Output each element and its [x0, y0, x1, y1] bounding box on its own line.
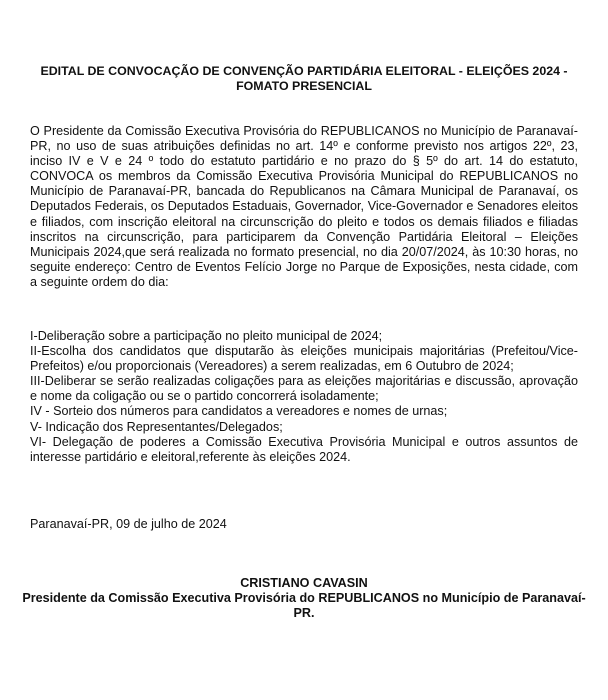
body-text — [30, 124, 578, 290]
agenda-item: III-Deliberar se serão realizadas coligações para as eleições majoritárias e discussão, aprovação e nome da coligação ou se o partido concorrerá isoladamente; — [30, 374, 578, 404]
signer-role: Presidente da Comissão Executiva Provisória do REPUBLICANOS no Município de Paranavaí-PR. — [22, 591, 586, 621]
agenda-item: I-Deliberação sobre a participação no pleito municipal de 2024; — [30, 329, 383, 343]
dateline: Paranavaí-PR, 09 de julho de 2024 — [30, 517, 227, 531]
signer-name: CRISTIANO CAVASIN — [240, 576, 368, 590]
document-title: EDITAL DE CONVOCAÇÃO DE CONVENÇÃO PARTIDÁRIA ELEITORAL - ELEIÇÕES 2024 - FOMATO PRESENCIAL — [40, 64, 568, 93]
agenda-list — [30, 329, 578, 465]
agenda-item: VI- Delegação de poderes a Comissão Executiva Provisória Municipal e outros assuntos de interesse partidário e eleitoral,referente às eleições 2024. — [30, 434, 578, 464]
agenda-item: IV - Sorteio dos números para candidatos a vereadores e nomes de urnas; — [30, 404, 448, 419]
signature-block — [20, 576, 588, 621]
agenda-item: II-Escolha dos candidatos que disputarão às eleições municipais majoritárias (Prefeitou/Vice-Prefeitos) e/ou proporcionais (Vereadores) a serem realizadas, em 6 Outubro de 2024; — [30, 344, 578, 374]
convocation-paragraph: O Presidente da Comissão Executiva Provisória do REPUBLICANOS no Município de Paranavaí-PR, no uso de suas atribuições definidas no art. 14º e conforme previsto nos artigos 22º, 23, inciso IV e V e 24 º todo do estatuto partidário e no prazo do § 5º do art. 14 do estatuto, CONVOCA os membros da Comissão Executiva Provisória Municipal do REPUBLICANOS no Município de Paranavaí-PR, bancada do Republicanos na Câmara Municipal de Paranavaí, os Deputados Federais, os Deputados Estaduais, Governador, Vice-Governador e Senadores eleitos e filiados, com inscrição eleitoral na circunscrição do pleito e todos os demais filiados e filiadas inscritos na circunscrição, para participarem da Convenção Partidária Eleitoral – Eleições Municipais 2024,que será realizada no formato presencial, no dia 20/07/2024, às 10:30 horas, no seguite endereço: Centro de Eventos Felício Jorge no Parque de Exposições, nesta cidade, com a seguinte ordem do dia: — [30, 124, 578, 289]
agenda-item: V- Indicação dos Representantes/Delegados; — [30, 419, 283, 434]
